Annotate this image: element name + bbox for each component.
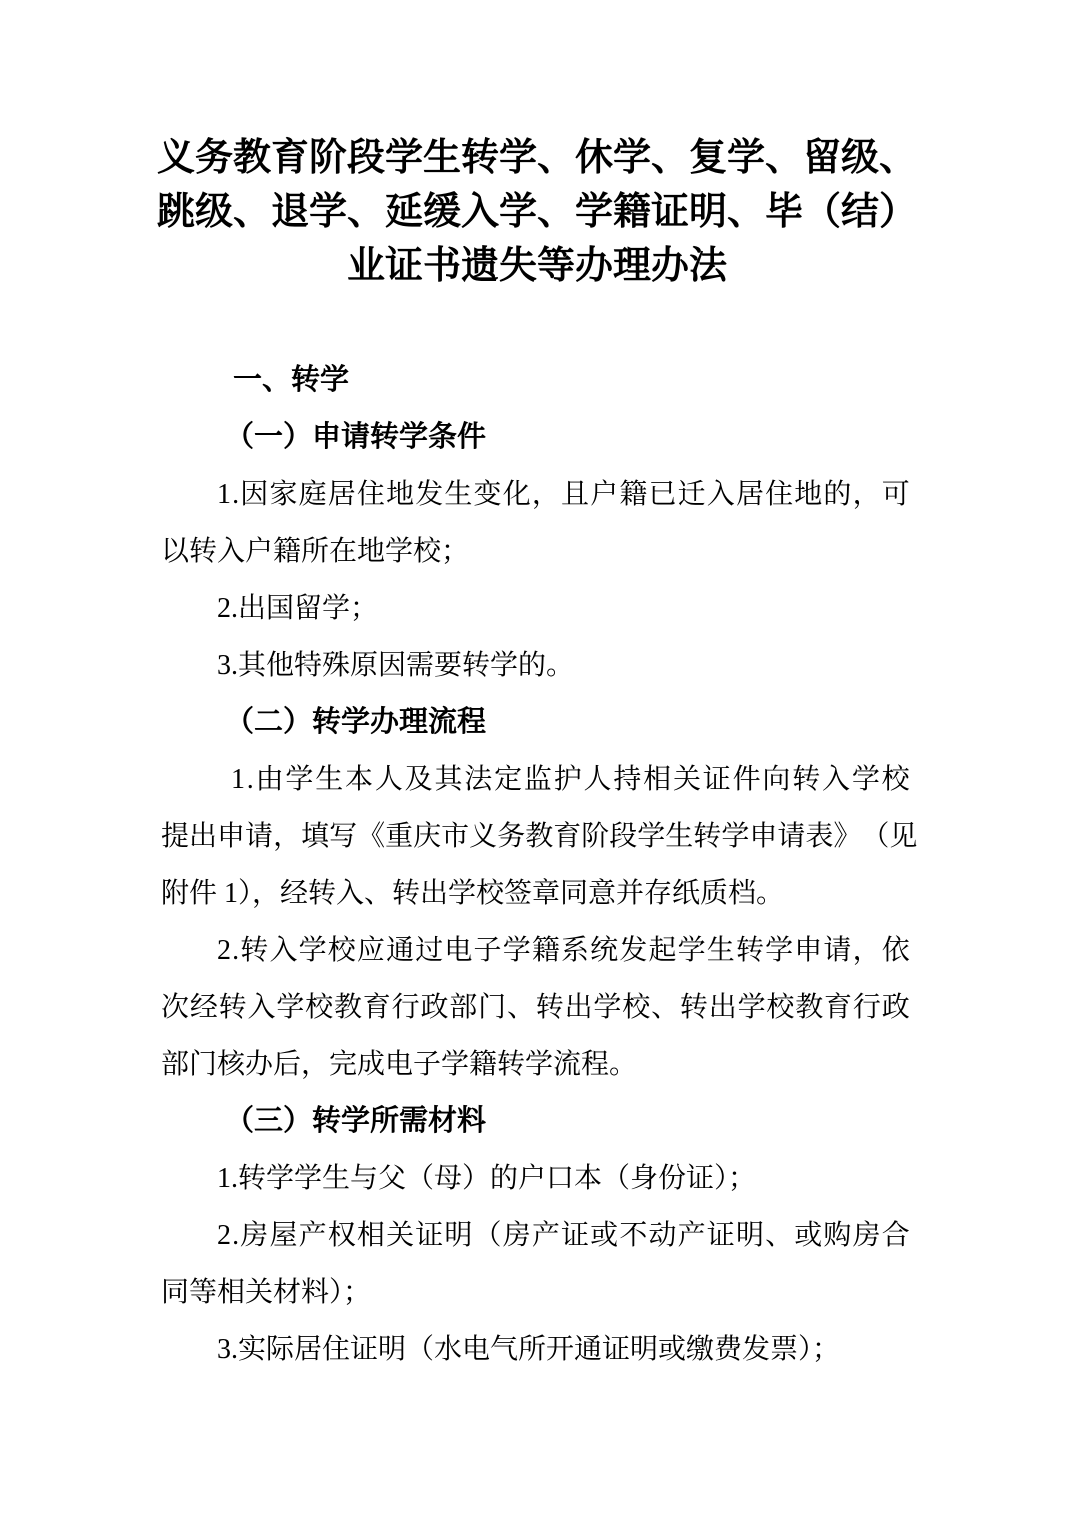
body-text-line: 次 经 转 入 学 校 教 育 行 政 部 门 、 转 出 学 校 、 转 出 学 校 教 育 行 政	[161, 992, 910, 1023]
body-text-line: 2 . 房 屋 产 权 相 关 证 明 （ 房 产 证 或 不 动 产 证 明 、 或 购 房 合	[217, 1220, 910, 1251]
body-text-line: 3.其他特殊原因需要转学的。	[217, 650, 575, 681]
body-text-line: 1 . 由 学 生 本 人 及 其 法 定 监 护 人 持 相 关 证 件 向 转 入 学 校	[231, 764, 910, 795]
body-text-line: 同等相关材料）；	[161, 1277, 372, 1308]
document-title	[0, 131, 1074, 293]
body-text-line: 2.出国留学；	[217, 593, 379, 624]
document-body	[161, 352, 918, 1378]
section-heading-line: （二）转学办理流程	[225, 706, 487, 738]
title-line: 跳级、退学、延缓入学、学籍证明、毕（结）	[156, 191, 917, 233]
section-heading-line: （三）转学所需材料	[225, 1105, 487, 1137]
body-text-line: 3.实际居住证明（水电气所开通证明或缴费发票）；	[217, 1334, 841, 1365]
body-text-line: 附件 1），经转入、转出学校签章同意并存纸质档。	[161, 878, 785, 909]
section-heading-line: （一）申请转学条件	[225, 421, 487, 453]
body-text-line: 以转入户籍所在地学校；	[161, 536, 470, 567]
body-text-line: 1.转学学生与父（母）的户口本（身份证）；	[217, 1163, 757, 1194]
section-heading-line: 一、转学	[233, 364, 350, 396]
body-text-line: 1 . 因 家 庭 居 住 地 发 生 变 化 ， 且 户 籍 已 迁 入 居 住 地 的 ， 可	[217, 479, 910, 510]
title-line: 业证书遗失等办理办法	[346, 245, 727, 287]
title-line: 义务教育阶段学生转学、休学、复学、留级、	[156, 137, 917, 179]
body-text-line: 部门核办后，完成电子学籍转学流程。	[161, 1049, 638, 1080]
body-text-line: 2 . 转 入 学 校 应 通 过 电 子 学 籍 系 统 发 起 学 生 转 学 申 请 ， 依	[217, 935, 910, 966]
body-text-line: 提 出 申 请 ， 填 写 《 重 庆 市 义 务 教 育 阶 段 学 生 转 学 申 请 表 》 （ 见	[161, 821, 918, 852]
